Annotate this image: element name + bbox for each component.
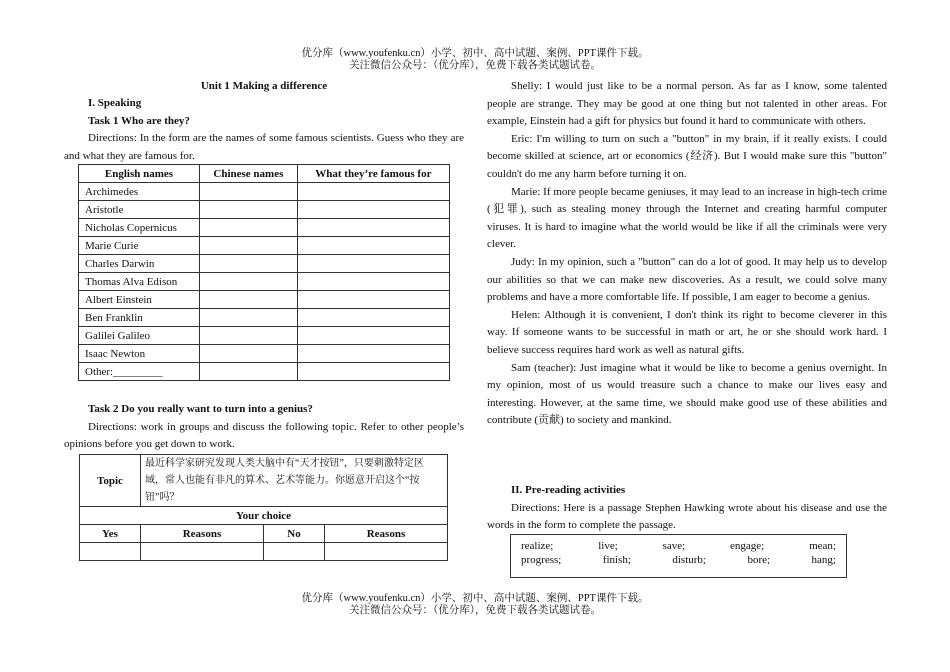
footer-line-1: 优分库（www.youfenku.cn）小学、初中、高中试题、案例、PPT课件下载。: [301, 593, 649, 604]
table-row: [79, 273, 450, 291]
famous-for-cell[interactable]: [297, 219, 449, 237]
opinion-helen: Helen: Although it is convenient, I don't think its right to become cleverer in this way. If someone wants to be successful in math or art, he or she should work hard. I believe success requires hard work as well as natural gifts.: [487, 308, 887, 356]
reasons-yes-cell[interactable]: [141, 543, 264, 561]
word-item: live;: [598, 540, 618, 552]
chinese-name-cell[interactable]: [200, 183, 298, 201]
scientist-name: Galilei Galileo: [79, 327, 200, 345]
word-row-2: [521, 554, 836, 567]
opinion-sam: Sam (teacher): Just imagine what it would be like to become a genius overnight. In my opinion, most of us would treasure such a chance to make our lives easy and interesting. However, at the same time, we should make good use of these abilities and contribute (贡献) to society and mankind.: [487, 361, 887, 427]
header-line-2: 关注微信公众号：（优分库），免费下载各类试题试卷。: [349, 60, 601, 71]
unit-title: Unit 1 Making a difference: [200, 80, 328, 92]
opinion-judy: Judy: In my opinion, such a "button" can do a lot of good. It may help us to develop our abilities so that we can make new discoveries. As a result, we could solve many problems and have a more comfortable life. If possible, I am eager to become a genius.: [487, 255, 887, 304]
chinese-name-cell[interactable]: [200, 327, 298, 345]
famous-for-cell[interactable]: [297, 273, 449, 291]
chinese-name-cell[interactable]: [200, 201, 298, 219]
scientist-name: Nicholas Copernicus: [79, 219, 200, 237]
word-item: engage;: [730, 540, 765, 552]
scientist-name: Ben Franklin: [79, 309, 200, 327]
word-item: bore;: [747, 554, 771, 566]
famous-for-cell[interactable]: [297, 291, 449, 309]
word-item: progress;: [521, 554, 562, 566]
task1-heading: Task 1 Who are they?: [88, 114, 190, 127]
col-reasons-yes: Reasons: [141, 525, 264, 543]
table-row: [79, 219, 450, 237]
col-no: No: [263, 525, 324, 543]
chinese-name-cell[interactable]: [200, 291, 298, 309]
table-row: [79, 255, 450, 273]
chinese-name-cell[interactable]: [200, 237, 298, 255]
scientist-name: Isaac Newton: [79, 345, 200, 363]
word-item: hang;: [811, 554, 836, 566]
genius-topic-table: [79, 454, 448, 561]
word-box: [510, 534, 847, 578]
word-item: save;: [662, 540, 686, 552]
prereading-heading: II. Pre-reading activities: [511, 484, 626, 496]
word-row-1: [521, 540, 836, 553]
task2-directions: Directions: work in groups and discuss the following topic. Refer to other people’s opinions before you get down to work.: [64, 420, 464, 451]
scientist-name: Other:_________: [79, 363, 200, 381]
scientist-name: Archimedes: [79, 183, 200, 201]
scientist-name: Marie Curie: [79, 237, 200, 255]
col-english-names: English names: [79, 165, 200, 183]
table-row: [79, 345, 450, 363]
famous-for-cell[interactable]: [297, 237, 449, 255]
chinese-name-cell[interactable]: [200, 219, 298, 237]
table-row: [79, 327, 450, 345]
chinese-name-cell[interactable]: [200, 363, 298, 381]
prereading-directions: Directions: Here is a passage Stephen Hawking wrote about his disease and use the words in the form to complete the passage.: [487, 501, 887, 532]
table-row: [79, 291, 450, 309]
famous-for-cell[interactable]: [297, 309, 449, 327]
opinion-marie: Marie: If more people became geniuses, it may lead to an increase in high-tech crime (犯罪), such as stealing money through the Internet and creating harmful computer viruses. It is hard to imagine what the world would be like if all the criminals were very clever.: [487, 185, 887, 251]
table-row: [80, 543, 448, 561]
famous-for-cell[interactable]: [297, 327, 449, 345]
chinese-name-cell[interactable]: [200, 345, 298, 363]
table-row: [79, 363, 450, 381]
page-header: [0, 48, 950, 72]
table-row: [79, 183, 450, 201]
famous-for-cell[interactable]: [297, 345, 449, 363]
word-item: disturb;: [672, 554, 706, 566]
topic-label: Topic: [80, 455, 141, 507]
scientists-table: [78, 164, 450, 381]
famous-for-cell[interactable]: [297, 201, 449, 219]
header-line-1: 优分库（www.youfenku.cn）小学、初中、高中试题、案例、PPT课件下载。: [301, 48, 649, 59]
table-row: [79, 201, 450, 219]
footer-line-2: 关注微信公众号：（优分库），免费下载各类试题试卷。: [349, 605, 601, 616]
task1-directions: Directions: In the form are the names of some famous scientists. Guess who they are and what they are famous for.: [64, 132, 464, 162]
table-row: [79, 309, 450, 327]
yes-cell[interactable]: [80, 543, 141, 561]
topic-text: 最近科学家研究发现人类大脑中有“天才按钮”，只要刺激特定区域，常人也能有非凡的算术、艺术等能力。你愿意开启这个“按钮”吗？: [141, 455, 448, 507]
word-item: mean;: [809, 540, 836, 552]
famous-for-cell[interactable]: [297, 363, 449, 381]
col-chinese-names: Chinese names: [200, 165, 298, 183]
scientist-name: Albert Einstein: [79, 291, 200, 309]
col-famous-for: What they’re famous for: [297, 165, 449, 183]
famous-for-cell[interactable]: [297, 255, 449, 273]
speaking-heading: I. Speaking: [88, 97, 142, 109]
col-yes: Yes: [80, 525, 141, 543]
left-column: [64, 78, 464, 540]
chinese-name-cell[interactable]: [200, 309, 298, 327]
scientist-name: Aristotle: [79, 201, 200, 219]
col-reasons-no: Reasons: [324, 525, 447, 543]
opinion-shelly: Shelly: I would just like to be a normal person. As far as I know, some talented people are strange. They may be good at one thing but not talented in other areas. For example, Einstein had a gift for physics but found it hard to communicate with others.: [487, 80, 887, 128]
your-choice-label: Your choice: [80, 507, 448, 525]
chinese-name-cell[interactable]: [200, 255, 298, 273]
reasons-no-cell[interactable]: [324, 543, 447, 561]
scientist-name: Thomas Alva Edison: [79, 273, 200, 291]
scientist-name: Charles Darwin: [79, 255, 200, 273]
word-item: realize;: [521, 540, 554, 552]
famous-for-cell[interactable]: [297, 183, 449, 201]
task2-heading: Task 2 Do you really want to turn into a genius?: [88, 403, 313, 415]
opinion-eric: Eric: I'm willing to turn on such a "button" in my brain, if it really exists. I could become skilled at science, art or economics (经济). But I would make sure this "button" couldn't do me any harm before turning it on.: [487, 132, 887, 180]
no-cell[interactable]: [263, 543, 324, 561]
page-footer: [0, 593, 950, 617]
table-row: [79, 237, 450, 255]
word-item: finish;: [602, 554, 631, 566]
chinese-name-cell[interactable]: [200, 273, 298, 291]
right-column: [487, 78, 887, 566]
